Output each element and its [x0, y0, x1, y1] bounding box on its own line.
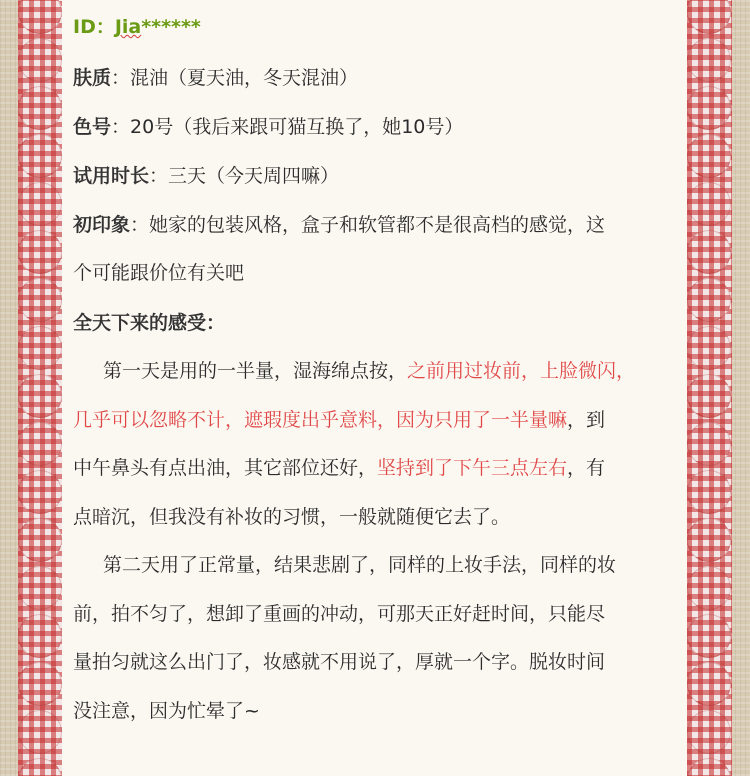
scallop-circle — [18, 614, 62, 658]
highlight-run: 几乎可以忽略不计，遮瑕度出乎意料，因为只用了一半量嘛 — [73, 409, 568, 431]
first-impression-label: 初印象 — [73, 214, 131, 236]
skin-type-value: 混油（夏天油，冬天混油） — [130, 67, 359, 89]
scallop-circle — [687, 470, 731, 514]
left-gingham-border — [18, 0, 63, 776]
paragraph2-line1: 第二天用了正常量，结果悲剧了，同样的上妆手法，同样的妆 — [103, 554, 617, 576]
field-separator: ： — [111, 116, 131, 138]
scallop-circle — [18, 566, 62, 610]
scallop-circle — [18, 230, 62, 274]
paragraph1-line3 — [73, 453, 605, 480]
shade-line — [73, 112, 463, 139]
scallop-circle — [687, 518, 731, 562]
field-separator: ： — [111, 67, 131, 89]
text-run: ，有 — [567, 457, 606, 479]
trial-duration-value: 三天（今天周四嘛） — [168, 165, 340, 187]
scallop-circle — [18, 710, 62, 754]
scallop-circle — [18, 278, 62, 322]
paragraph1-line4: 点暗沉，但我没有补妆的习惯，一般就随便它去了。 — [73, 506, 511, 528]
scallop-circle — [687, 422, 731, 466]
trial-duration-line — [73, 161, 339, 188]
shade-value: 20号（我后来跟可猫互换了，她10号） — [130, 116, 464, 138]
scallop-circle — [687, 86, 731, 130]
text-run: 第一天是用的一半量，湿海绵点按， — [103, 360, 408, 382]
field-separator: ： — [130, 214, 150, 236]
scallop-circle — [687, 662, 731, 706]
scallop-circle — [18, 86, 62, 130]
paragraph1-line1 — [103, 356, 635, 383]
field-separator: ： — [149, 165, 169, 187]
scallop-circle — [18, 326, 62, 370]
scallop-circle — [18, 662, 62, 706]
section-heading: 全天下来的感受： — [73, 312, 226, 334]
id-line — [73, 12, 201, 39]
scallop-circle — [687, 326, 731, 370]
scallop-circle — [18, 134, 62, 178]
text-run: 中午鼻头有点出油，其它部位还好， — [73, 457, 378, 479]
scallop-circle — [18, 518, 62, 562]
text-run: ，到 — [567, 409, 606, 431]
scallop-circle — [18, 182, 62, 226]
scallop-circle — [687, 38, 731, 82]
scallop-circle — [687, 182, 731, 226]
scallop-circle — [687, 566, 731, 610]
right-gingham-border — [687, 0, 732, 776]
skin-type-label: 肤质 — [73, 67, 112, 89]
scallop-circle — [687, 134, 731, 178]
id-label: ID： — [73, 16, 115, 38]
first-impression-text: 她家的包装风格，盒子和软管都不是很高档的感觉，这 — [149, 214, 606, 236]
scallop-circle — [687, 614, 731, 658]
paragraph1-line2 — [73, 405, 605, 432]
paragraph2-line4: 没注意，因为忙晕了~ — [73, 700, 260, 722]
scallop-circle — [18, 374, 62, 418]
scallop-circle — [687, 374, 731, 418]
highlight-run: 之前用过妆前，上脸微闪， — [407, 360, 636, 382]
paragraph2-line2: 前，拍不匀了，想卸了重画的冲动，可那天正好赶时间，只能尽 — [73, 603, 606, 625]
scallop-circle — [18, 470, 62, 514]
trial-duration-label: 试用时长 — [73, 165, 150, 187]
paragraph2-line3: 量拍匀就这么出门了，妆感就不用说了，厚就一个字。脱妆时间 — [73, 651, 606, 673]
scallop-circle — [687, 230, 731, 274]
scallop-circle — [18, 422, 62, 466]
skin-type-line — [73, 63, 358, 90]
first-impression-line — [73, 210, 605, 237]
scallop-circle — [687, 710, 731, 754]
shade-label: 色号 — [73, 116, 112, 138]
highlight-run: 坚持到了下午三点左右 — [377, 457, 568, 479]
scallop-circle — [687, 278, 731, 322]
scallop-circle — [18, 38, 62, 82]
first-impression-continued: 个可能跟价位有关吧 — [73, 262, 245, 284]
id-user: Jia — [114, 16, 142, 38]
id-mask: ****** — [141, 16, 201, 38]
